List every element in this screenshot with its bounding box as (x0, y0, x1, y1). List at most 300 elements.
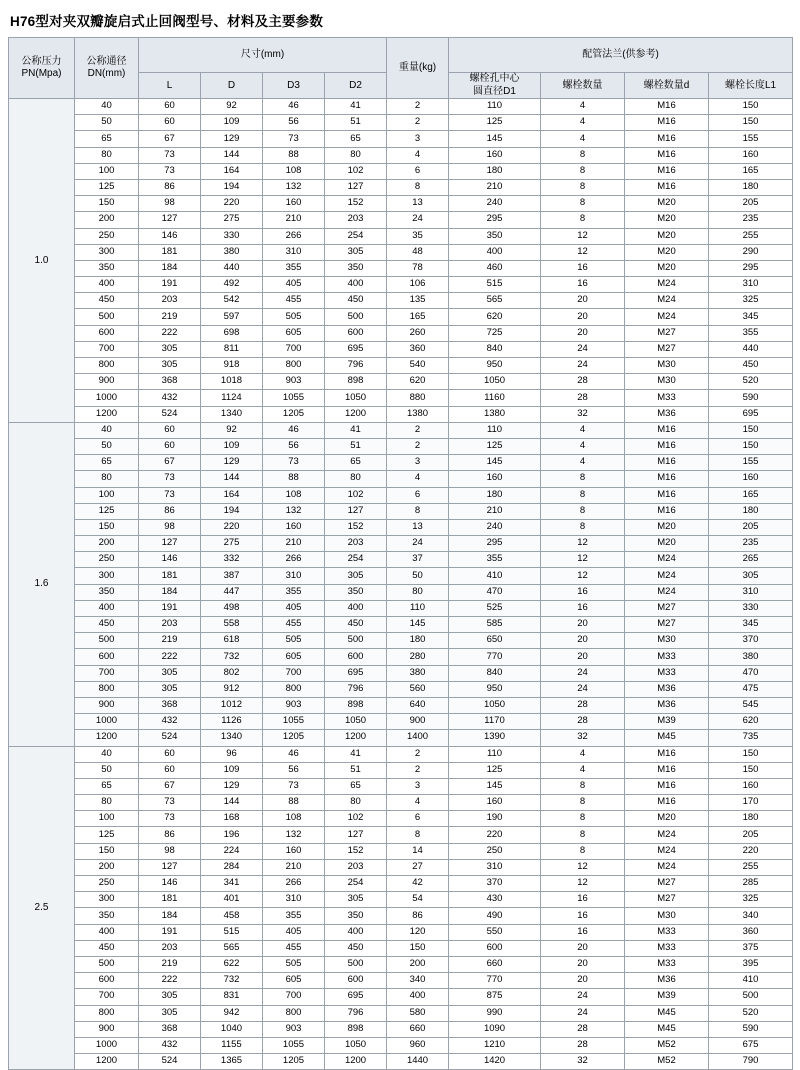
cell-bolt-count: 20 (541, 309, 625, 325)
cell-d: 330 (201, 228, 263, 244)
cell-d3: 132 (263, 179, 325, 195)
cell-bolt-length: 285 (709, 876, 793, 892)
cell-dn: 100 (75, 487, 139, 503)
cell-weight: 1440 (387, 1054, 449, 1070)
cell-d: 129 (201, 778, 263, 794)
cell-dn: 700 (75, 989, 139, 1005)
cell-bolt-spec: M16 (625, 795, 709, 811)
cell-dn: 500 (75, 956, 139, 972)
cell-bolt-count: 24 (541, 681, 625, 697)
cell-weight: 80 (387, 584, 449, 600)
cell-bolt-spec: M27 (625, 600, 709, 616)
cell-bolt-count: 12 (541, 244, 625, 260)
cell-bolt-circle: 310 (449, 859, 541, 875)
cell-l: 86 (139, 179, 201, 195)
cell-bolt-spec: M24 (625, 859, 709, 875)
cell-d3: 266 (263, 876, 325, 892)
cell-d: 109 (201, 115, 263, 131)
cell-bolt-length: 155 (709, 131, 793, 147)
table-row (9, 244, 793, 260)
cell-bolt-spec: M33 (625, 940, 709, 956)
cell-d2: 65 (325, 455, 387, 471)
cell-d: 447 (201, 584, 263, 600)
cell-bolt-length: 520 (709, 374, 793, 390)
cell-bolt-count: 28 (541, 697, 625, 713)
cell-d2: 127 (325, 827, 387, 843)
cell-d3: 1205 (263, 730, 325, 746)
header-pn-line1: 公称压力 (21, 55, 62, 67)
cell-bolt-count: 20 (541, 617, 625, 633)
cell-bolt-count: 8 (541, 471, 625, 487)
cell-bolt-length: 790 (709, 1054, 793, 1070)
cell-d3: 210 (263, 536, 325, 552)
cell-l: 305 (139, 1005, 201, 1021)
cell-bolt-length: 330 (709, 600, 793, 616)
cell-d3: 455 (263, 293, 325, 309)
cell-d: 1124 (201, 390, 263, 406)
cell-bolt-circle: 355 (449, 552, 541, 568)
cell-d: 918 (201, 358, 263, 374)
cell-weight: 35 (387, 228, 449, 244)
cell-d3: 455 (263, 940, 325, 956)
table-row (9, 325, 793, 341)
cell-weight: 660 (387, 1021, 449, 1037)
cell-bolt-length: 345 (709, 309, 793, 325)
cell-d3: 56 (263, 762, 325, 778)
cell-l: 73 (139, 163, 201, 179)
cell-dn: 65 (75, 778, 139, 794)
cell-dn: 700 (75, 341, 139, 357)
table-row (9, 730, 793, 746)
table-row (9, 260, 793, 276)
cell-dn: 400 (75, 277, 139, 293)
cell-bolt-circle: 515 (449, 277, 541, 293)
cell-bolt-spec: M16 (625, 503, 709, 519)
cell-bolt-count: 28 (541, 714, 625, 730)
table-row (9, 212, 793, 228)
cell-l: 368 (139, 1021, 201, 1037)
cell-dn: 900 (75, 697, 139, 713)
cell-d3: 266 (263, 552, 325, 568)
cell-dn: 500 (75, 309, 139, 325)
cell-bolt-circle: 1380 (449, 406, 541, 422)
cell-bolt-count: 12 (541, 552, 625, 568)
cell-bolt-length: 695 (709, 406, 793, 422)
cell-bolt-spec: M27 (625, 617, 709, 633)
cell-dn: 1000 (75, 390, 139, 406)
cell-bolt-spec: M16 (625, 422, 709, 438)
cell-d3: 605 (263, 973, 325, 989)
cell-bolt-count: 28 (541, 374, 625, 390)
cell-dn: 700 (75, 665, 139, 681)
cell-bolt-spec: M20 (625, 536, 709, 552)
cell-bolt-length: 160 (709, 147, 793, 163)
cell-dn: 300 (75, 244, 139, 260)
cell-bolt-count: 8 (541, 778, 625, 794)
cell-l: 184 (139, 260, 201, 276)
cell-bolt-spec: M16 (625, 471, 709, 487)
header-weight: 重量(kg) (387, 38, 449, 99)
cell-dn: 80 (75, 147, 139, 163)
cell-dn: 250 (75, 552, 139, 568)
cell-bolt-count: 8 (541, 212, 625, 228)
cell-bolt-count: 32 (541, 1054, 625, 1070)
cell-bolt-circle: 770 (449, 973, 541, 989)
cell-bolt-length: 475 (709, 681, 793, 697)
cell-bolt-count: 8 (541, 843, 625, 859)
cell-bolt-spec: M16 (625, 455, 709, 471)
header-bolt-count: 螺栓数量 (541, 73, 625, 99)
table-row (9, 681, 793, 697)
cell-d: 168 (201, 811, 263, 827)
cell-d: 1340 (201, 406, 263, 422)
table-row (9, 617, 793, 633)
cell-d3: 210 (263, 212, 325, 228)
cell-bolt-circle: 110 (449, 99, 541, 115)
cell-d: 1155 (201, 1037, 263, 1053)
cell-d: 831 (201, 989, 263, 1005)
cell-weight: 580 (387, 1005, 449, 1021)
cell-d2: 1050 (325, 1037, 387, 1053)
table-row (9, 536, 793, 552)
cell-d: 92 (201, 422, 263, 438)
header-dn-line1: 公称通径 (86, 55, 127, 67)
cell-bolt-count: 24 (541, 358, 625, 374)
cell-bolt-spec: M16 (625, 762, 709, 778)
cell-bolt-length: 255 (709, 228, 793, 244)
table-row (9, 633, 793, 649)
cell-d2: 41 (325, 99, 387, 115)
cell-l: 432 (139, 714, 201, 730)
cell-bolt-circle: 875 (449, 989, 541, 1005)
cell-weight: 2 (387, 115, 449, 131)
cell-l: 98 (139, 519, 201, 535)
cell-bolt-spec: M33 (625, 649, 709, 665)
cell-dn: 500 (75, 633, 139, 649)
cell-d: 194 (201, 179, 263, 195)
cell-d: 275 (201, 536, 263, 552)
cell-bolt-length: 310 (709, 584, 793, 600)
cell-l: 524 (139, 1054, 201, 1070)
cell-d2: 1050 (325, 714, 387, 730)
cell-d2: 1200 (325, 730, 387, 746)
cell-d2: 80 (325, 471, 387, 487)
cell-l: 305 (139, 989, 201, 1005)
cell-l: 305 (139, 341, 201, 357)
header-bolt-length: 螺栓长度L1 (709, 73, 793, 99)
cell-dn: 800 (75, 681, 139, 697)
cell-bolt-count: 4 (541, 746, 625, 762)
table-row (9, 795, 793, 811)
cell-l: 191 (139, 924, 201, 940)
table-row (9, 487, 793, 503)
cell-l: 146 (139, 552, 201, 568)
cell-weight: 340 (387, 973, 449, 989)
cell-bolt-spec: M24 (625, 552, 709, 568)
cell-weight: 3 (387, 778, 449, 794)
table-row (9, 552, 793, 568)
cell-weight: 50 (387, 568, 449, 584)
cell-bolt-count: 4 (541, 455, 625, 471)
cell-d2: 203 (325, 212, 387, 228)
cell-bolt-count: 16 (541, 277, 625, 293)
cell-bolt-spec: M24 (625, 277, 709, 293)
cell-bolt-circle: 620 (449, 309, 541, 325)
cell-bolt-spec: M24 (625, 827, 709, 843)
cell-dn: 200 (75, 212, 139, 228)
cell-bolt-spec: M16 (625, 163, 709, 179)
cell-dn: 40 (75, 422, 139, 438)
cell-l: 98 (139, 843, 201, 859)
cell-pressure-rating: 2.5 (9, 746, 75, 1070)
page-title: H76型对夹双瓣旋启式止回阀型号、材料及主要参数 (10, 14, 324, 29)
cell-d2: 127 (325, 179, 387, 195)
cell-d3: 160 (263, 196, 325, 212)
cell-weight: 1380 (387, 406, 449, 422)
cell-d3: 903 (263, 1021, 325, 1037)
cell-bolt-count: 24 (541, 1005, 625, 1021)
cell-dn: 900 (75, 374, 139, 390)
cell-bolt-count: 28 (541, 390, 625, 406)
cell-d2: 203 (325, 859, 387, 875)
cell-weight: 145 (387, 617, 449, 633)
cell-d3: 355 (263, 260, 325, 276)
cell-d: 1018 (201, 374, 263, 390)
cell-bolt-circle: 190 (449, 811, 541, 827)
cell-d3: 355 (263, 908, 325, 924)
cell-weight: 27 (387, 859, 449, 875)
cell-l: 184 (139, 584, 201, 600)
cell-d2: 152 (325, 196, 387, 212)
table-row (9, 600, 793, 616)
cell-l: 432 (139, 390, 201, 406)
cell-bolt-length: 590 (709, 1021, 793, 1037)
table-row (9, 876, 793, 892)
cell-bolt-length: 450 (709, 358, 793, 374)
header-bolt-circle-line1: 螺栓孔中心 (469, 73, 520, 84)
cell-bolt-circle: 990 (449, 1005, 541, 1021)
cell-d2: 450 (325, 293, 387, 309)
cell-weight: 560 (387, 681, 449, 697)
cell-l: 86 (139, 827, 201, 843)
cell-bolt-circle: 210 (449, 179, 541, 195)
cell-dn: 900 (75, 1021, 139, 1037)
cell-bolt-circle: 1050 (449, 697, 541, 713)
header-bolt-circle (449, 73, 541, 99)
cell-l: 219 (139, 956, 201, 972)
cell-d2: 350 (325, 260, 387, 276)
cell-bolt-circle: 565 (449, 293, 541, 309)
cell-bolt-circle: 470 (449, 584, 541, 600)
cell-dn: 50 (75, 762, 139, 778)
cell-bolt-length: 205 (709, 519, 793, 535)
cell-bolt-circle: 1050 (449, 374, 541, 390)
cell-d3: 505 (263, 633, 325, 649)
table-row (9, 746, 793, 762)
cell-bolt-circle: 125 (449, 762, 541, 778)
table-row (9, 568, 793, 584)
table-row (9, 908, 793, 924)
cell-d3: 46 (263, 99, 325, 115)
cell-bolt-count: 4 (541, 762, 625, 778)
cell-dn: 40 (75, 746, 139, 762)
cell-weight: 24 (387, 212, 449, 228)
cell-bolt-count: 8 (541, 163, 625, 179)
cell-pressure-rating: 1.6 (9, 422, 75, 746)
cell-d: 440 (201, 260, 263, 276)
cell-d2: 796 (325, 1005, 387, 1021)
cell-bolt-circle: 350 (449, 228, 541, 244)
cell-d2: 127 (325, 503, 387, 519)
cell-bolt-length: 305 (709, 568, 793, 584)
cell-bolt-spec: M24 (625, 293, 709, 309)
cell-bolt-length: 545 (709, 697, 793, 713)
cell-weight: 960 (387, 1037, 449, 1053)
table-row (9, 390, 793, 406)
cell-bolt-spec: M33 (625, 390, 709, 406)
cell-d: 96 (201, 746, 263, 762)
cell-l: 432 (139, 1037, 201, 1053)
cell-d: 1126 (201, 714, 263, 730)
cell-d2: 600 (325, 973, 387, 989)
cell-bolt-spec: M36 (625, 697, 709, 713)
cell-d3: 108 (263, 811, 325, 827)
cell-bolt-spec: M16 (625, 487, 709, 503)
cell-bolt-spec: M45 (625, 1021, 709, 1037)
cell-d2: 41 (325, 746, 387, 762)
cell-bolt-circle: 145 (449, 455, 541, 471)
cell-d: 284 (201, 859, 263, 875)
cell-bolt-spec: M30 (625, 908, 709, 924)
cell-d2: 152 (325, 519, 387, 535)
cell-bolt-length: 180 (709, 503, 793, 519)
cell-l: 203 (139, 293, 201, 309)
cell-weight: 6 (387, 811, 449, 827)
cell-l: 67 (139, 778, 201, 794)
cell-bolt-count: 12 (541, 859, 625, 875)
table-row (9, 131, 793, 147)
cell-dn: 450 (75, 940, 139, 956)
cell-bolt-spec: M20 (625, 519, 709, 535)
table-row (9, 1021, 793, 1037)
cell-bolt-length: 290 (709, 244, 793, 260)
cell-bolt-count: 20 (541, 293, 625, 309)
cell-d: 942 (201, 1005, 263, 1021)
cell-d3: 903 (263, 697, 325, 713)
table-row (9, 147, 793, 163)
cell-d3: 73 (263, 778, 325, 794)
cell-d3: 266 (263, 228, 325, 244)
table-row (9, 196, 793, 212)
table-row (9, 422, 793, 438)
cell-weight: 4 (387, 795, 449, 811)
cell-weight: 180 (387, 633, 449, 649)
cell-d: 224 (201, 843, 263, 859)
cell-bolt-length: 440 (709, 341, 793, 357)
cell-d3: 108 (263, 487, 325, 503)
cell-d: 194 (201, 503, 263, 519)
cell-bolt-length: 160 (709, 778, 793, 794)
cell-d: 698 (201, 325, 263, 341)
cell-d2: 450 (325, 940, 387, 956)
cell-bolt-circle: 840 (449, 341, 541, 357)
cell-d: 144 (201, 147, 263, 163)
cell-bolt-spec: M33 (625, 665, 709, 681)
cell-weight: 3 (387, 131, 449, 147)
cell-d2: 898 (325, 697, 387, 713)
table-row (9, 519, 793, 535)
cell-d2: 600 (325, 325, 387, 341)
cell-dn: 250 (75, 876, 139, 892)
cell-d2: 695 (325, 341, 387, 357)
cell-bolt-length: 180 (709, 179, 793, 195)
cell-dn: 1200 (75, 1054, 139, 1070)
cell-bolt-spec: M20 (625, 212, 709, 228)
header-pn (9, 38, 75, 99)
cell-bolt-circle: 160 (449, 795, 541, 811)
cell-weight: 120 (387, 924, 449, 940)
cell-bolt-spec: M36 (625, 681, 709, 697)
cell-weight: 6 (387, 487, 449, 503)
cell-d: 332 (201, 552, 263, 568)
cell-weight: 13 (387, 519, 449, 535)
cell-bolt-spec: M16 (625, 778, 709, 794)
cell-l: 219 (139, 309, 201, 325)
table-row (9, 665, 793, 681)
cell-bolt-count: 12 (541, 536, 625, 552)
cell-d: 92 (201, 99, 263, 115)
cell-weight: 280 (387, 649, 449, 665)
table-row (9, 811, 793, 827)
cell-bolt-count: 4 (541, 422, 625, 438)
cell-bolt-length: 590 (709, 390, 793, 406)
cell-d3: 1055 (263, 390, 325, 406)
cell-l: 60 (139, 115, 201, 131)
cell-bolt-length: 360 (709, 924, 793, 940)
cell-bolt-length: 170 (709, 795, 793, 811)
cell-weight: 4 (387, 471, 449, 487)
cell-bolt-spec: M33 (625, 956, 709, 972)
cell-d2: 1050 (325, 390, 387, 406)
cell-d2: 400 (325, 277, 387, 293)
cell-l: 73 (139, 471, 201, 487)
cell-d: 144 (201, 471, 263, 487)
table-row (9, 277, 793, 293)
cell-d3: 605 (263, 325, 325, 341)
header-d3: D3 (263, 73, 325, 99)
cell-bolt-spec: M33 (625, 924, 709, 940)
cell-d: 275 (201, 212, 263, 228)
cell-bolt-length: 150 (709, 746, 793, 762)
cell-dn: 300 (75, 892, 139, 908)
table-row (9, 843, 793, 859)
cell-d3: 73 (263, 455, 325, 471)
cell-l: 203 (139, 940, 201, 956)
cell-dn: 40 (75, 99, 139, 115)
cell-dn: 800 (75, 358, 139, 374)
cell-bolt-count: 16 (541, 924, 625, 940)
cell-d3: 160 (263, 843, 325, 859)
cell-bolt-count: 16 (541, 600, 625, 616)
cell-d: 164 (201, 487, 263, 503)
cell-bolt-spec: M16 (625, 438, 709, 454)
cell-d: 129 (201, 455, 263, 471)
cell-dn: 125 (75, 827, 139, 843)
cell-dn: 200 (75, 859, 139, 875)
cell-bolt-spec: M20 (625, 244, 709, 260)
cell-d3: 800 (263, 681, 325, 697)
cell-bolt-circle: 160 (449, 147, 541, 163)
